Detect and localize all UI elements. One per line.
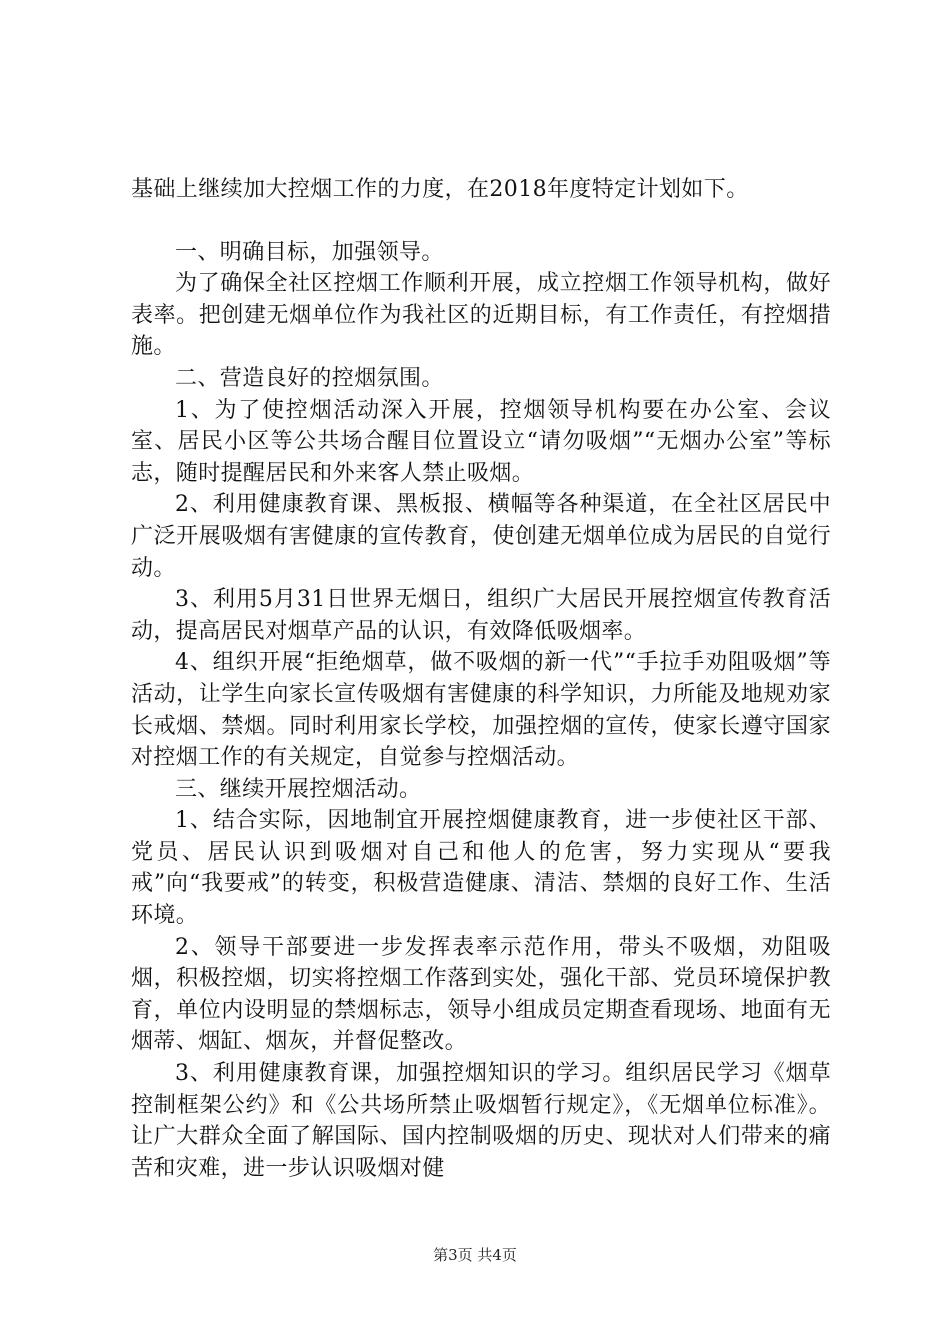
document-body bbox=[131, 174, 831, 1184]
page-footer bbox=[0, 1244, 950, 1265]
paragraph: 2、领导干部要进一步发挥表率示范作用，带头不吸烟，劝阻吸烟，积极控烟，切实将控烟工作落到实处，强化干部、党员环境保护教育，单位内设明显的禁烟标志，领导小组成员定期查看现场、地面有无烟蒂、烟缸、烟灰，并督促整改。 bbox=[131, 934, 831, 1055]
paragraph: 2、利用健康教育课、黑板报、横幅等各种渠道，在全社区居民中广泛开展吸烟有害健康的宣传教育，使创建无烟单位成为居民的自觉行动。 bbox=[131, 492, 831, 581]
paragraph: 3、利用健康教育课，加强控烟知识的学习。组织居民学习《烟草控制框架公约》和《公共场所禁止吸烟暂行规定》，《无烟单位标准》。让广大群众全面了解国际、国内控制吸烟的历史、现状对人们带来的痛苦和灾难，进一步认识吸烟对健 bbox=[131, 1061, 831, 1181]
paragraph: 1、为了使控烟活动深入开展，控烟领导机构要在办公室、会议室、居民小区等公共场合醒目位置设立“请勿吸烟”“无烟办公室”等标志，随时提醒居民和外来客人禁止吸烟。 bbox=[131, 397, 831, 486]
paragraph: 为了确保全社区控烟工作顺利开展，成立控烟工作领导机构，做好表率。把创建无烟单位作为我社区的近期目标，有工作责任，有控烟措施。 bbox=[131, 271, 831, 360]
section-heading-3: 三、继续开展控烟活动。 bbox=[175, 776, 422, 802]
section-heading-1: 一、明确目标，加强领导。 bbox=[175, 239, 444, 265]
paragraph-continuation: 基础上继续加大控烟工作的力度，在2018年度特定计划如下。 bbox=[131, 177, 749, 202]
paragraph: 4、组织开展“拒绝烟草，做不吸烟的新一代”“手拉手劝阻吸烟”等活动，让学生向家长宣传吸烟有害健康的科学知识，力所能及地规劝家长戒烟、禁烟。同时利用家长学校，加强控烟的宣传，使家长遵守国家对控烟工作的有关规定，自觉参与控烟活动。 bbox=[131, 650, 831, 771]
section-heading-2: 二、营造良好的控烟氛围。 bbox=[175, 365, 444, 391]
paragraph: 1、结合实际，因地制宜开展控烟健康教育，进一步使社区干部、党员、居民认识到吸烟对自己和他人的危害，努力实现从“要我戒”向“我要戒”的转变，积极营造健康、清洁、禁烟的良好工作、生活环境。 bbox=[131, 808, 831, 929]
page-number: 第3页 共4页 bbox=[433, 1246, 517, 1264]
paragraph: 3、利用5月31日世界无烟日，组织广大居民开展控烟宣传教育活动，提高居民对烟草产品的认识，有效降低吸烟率。 bbox=[131, 587, 831, 644]
